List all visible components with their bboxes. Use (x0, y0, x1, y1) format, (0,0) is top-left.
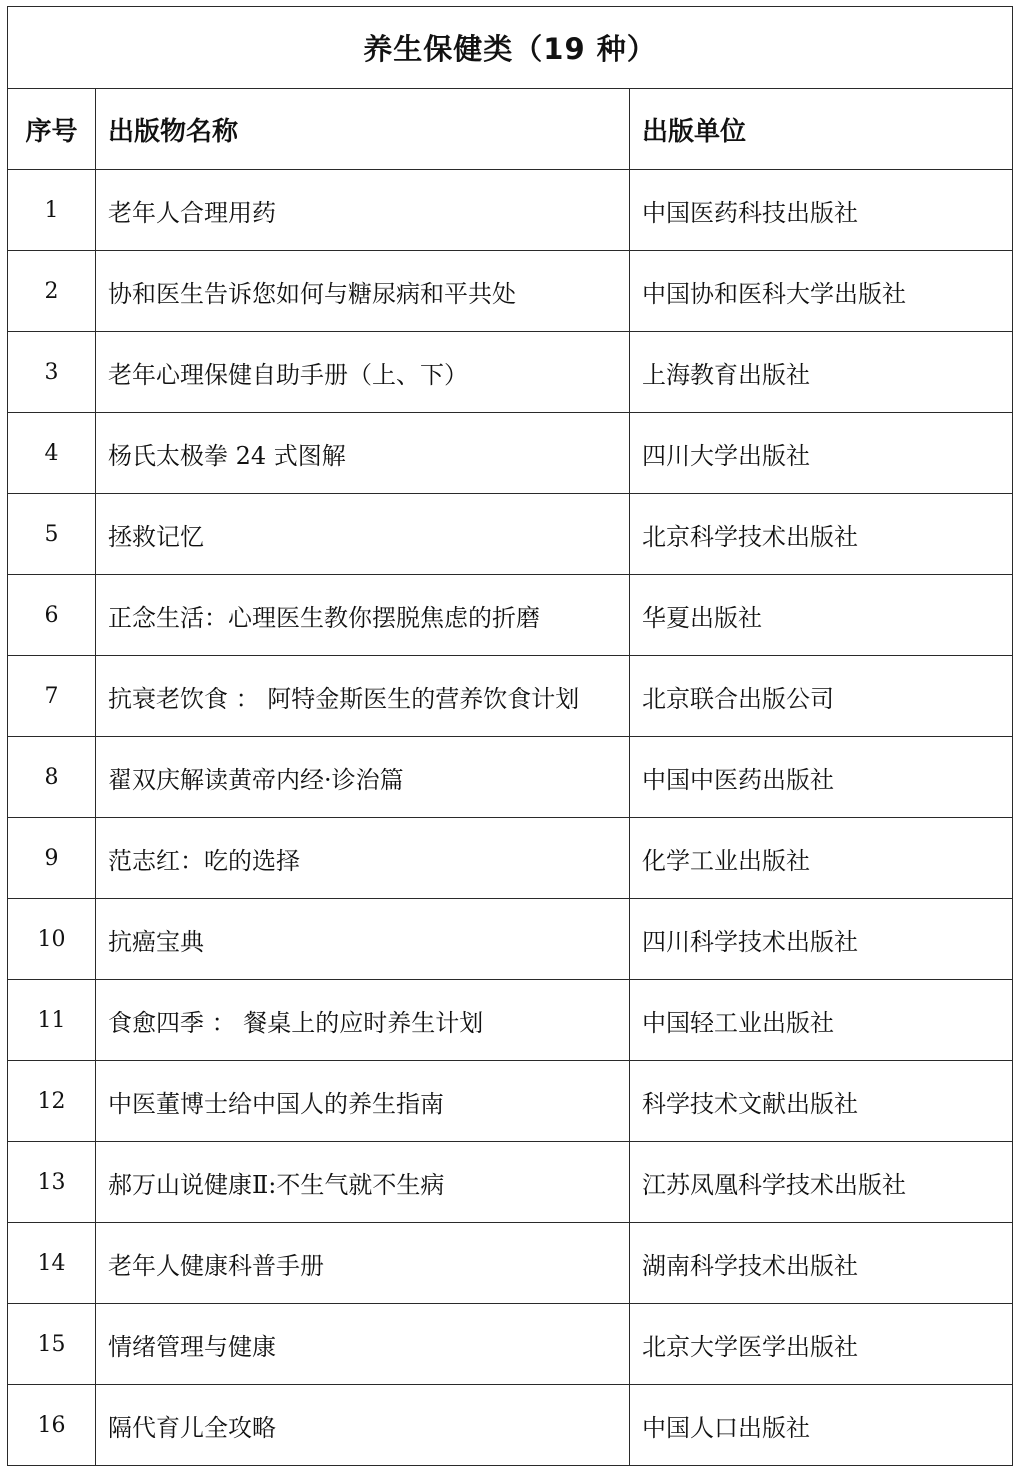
publisher-name: 化学工业出版社 (630, 818, 1013, 899)
row-number: 11 (8, 980, 96, 1061)
publisher-name: 北京科学技术出版社 (630, 494, 1013, 575)
table-row (8, 1223, 1013, 1304)
publication-name: 郝万山说健康Ⅱ:不生气就不生病 (96, 1142, 630, 1223)
publication-name: 老年心理保健自助手册（上、下） (96, 332, 630, 413)
publisher-name: 中国协和医科大学出版社 (630, 251, 1013, 332)
publication-table (7, 6, 1013, 1466)
publisher-name: 中国人口出版社 (630, 1385, 1013, 1466)
table-row (8, 818, 1013, 899)
publisher-name: 湖南科学技术出版社 (630, 1223, 1013, 1304)
table-row (8, 575, 1013, 656)
publication-name: 正念生活：心理医生教你摆脱焦虑的折磨 (96, 575, 630, 656)
row-number: 1 (8, 170, 96, 251)
publisher-name: 中国医药科技出版社 (630, 170, 1013, 251)
publisher-name: 上海教育出版社 (630, 332, 1013, 413)
publisher-name: 华夏出版社 (630, 575, 1013, 656)
table-row (8, 251, 1013, 332)
publication-name: 拯救记忆 (96, 494, 630, 575)
table-row (8, 332, 1013, 413)
title-row (8, 7, 1013, 89)
publication-name: 抗癌宝典 (96, 899, 630, 980)
publisher-name: 中国轻工业出版社 (630, 980, 1013, 1061)
publisher-name: 江苏凤凰科学技术出版社 (630, 1142, 1013, 1223)
header-publisher: 出版单位 (630, 89, 1013, 170)
table-row (8, 980, 1013, 1061)
row-number: 6 (8, 575, 96, 656)
publication-name: 范志红：吃的选择 (96, 818, 630, 899)
row-number: 4 (8, 413, 96, 494)
header-no: 序号 (8, 89, 96, 170)
header-row (8, 89, 1013, 170)
row-number: 5 (8, 494, 96, 575)
publication-name: 抗衰老饮食 ： 阿特金斯医生的营养饮食计划 (96, 656, 630, 737)
table-row (8, 413, 1013, 494)
table-row (8, 1385, 1013, 1466)
publication-name: 老年人健康科普手册 (96, 1223, 630, 1304)
publication-name: 翟双庆解读黄帝内经·诊治篇 (96, 737, 630, 818)
row-number: 14 (8, 1223, 96, 1304)
row-number: 10 (8, 899, 96, 980)
table-row (8, 1061, 1013, 1142)
header-name: 出版物名称 (96, 89, 630, 170)
table-title: 养生保健类（19 种） (8, 7, 1013, 89)
publisher-name: 科学技术文献出版社 (630, 1061, 1013, 1142)
publisher-name: 四川大学出版社 (630, 413, 1013, 494)
row-number: 15 (8, 1304, 96, 1385)
publication-name: 情绪管理与健康 (96, 1304, 630, 1385)
table-row (8, 494, 1013, 575)
table-row (8, 656, 1013, 737)
publisher-name: 北京联合出版公司 (630, 656, 1013, 737)
publication-name: 老年人合理用药 (96, 170, 630, 251)
table-row (8, 899, 1013, 980)
table-row (8, 737, 1013, 818)
row-number: 2 (8, 251, 96, 332)
table-row (8, 1142, 1013, 1223)
table-row (8, 170, 1013, 251)
publication-name: 杨氏太极拳 24 式图解 (96, 413, 630, 494)
publisher-name: 中国中医药出版社 (630, 737, 1013, 818)
row-number: 3 (8, 332, 96, 413)
row-number: 13 (8, 1142, 96, 1223)
row-number: 12 (8, 1061, 96, 1142)
row-number: 16 (8, 1385, 96, 1466)
publication-name: 中医董博士给中国人的养生指南 (96, 1061, 630, 1142)
row-number: 8 (8, 737, 96, 818)
publication-name: 协和医生告诉您如何与糖尿病和平共处 (96, 251, 630, 332)
row-number: 9 (8, 818, 96, 899)
publication-name: 隔代育儿全攻略 (96, 1385, 630, 1466)
row-number: 7 (8, 656, 96, 737)
publisher-name: 四川科学技术出版社 (630, 899, 1013, 980)
publisher-name: 北京大学医学出版社 (630, 1304, 1013, 1385)
table-row (8, 1304, 1013, 1385)
publication-name: 食愈四季 ： 餐桌上的应时养生计划 (96, 980, 630, 1061)
